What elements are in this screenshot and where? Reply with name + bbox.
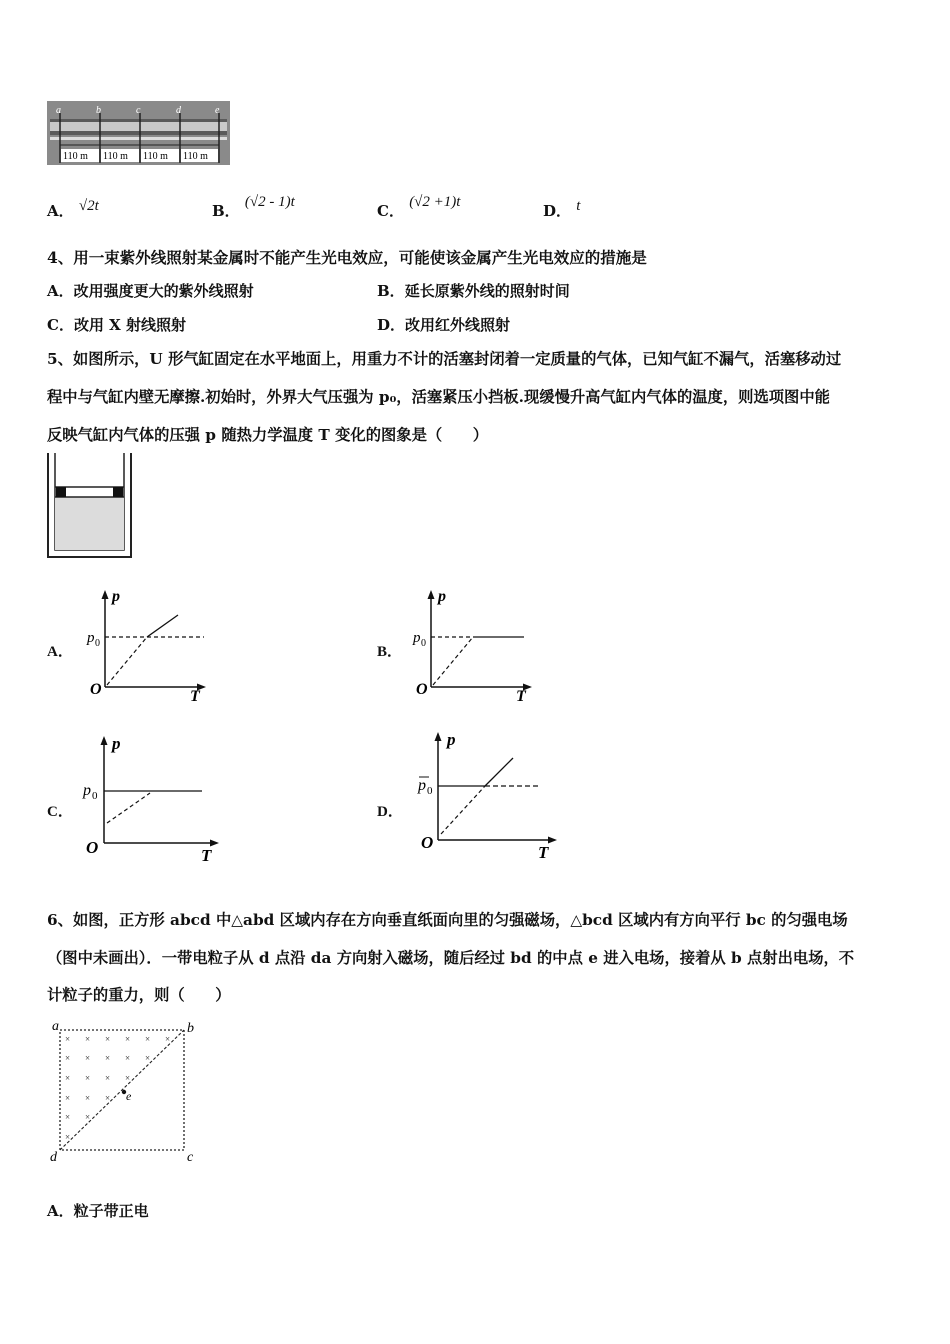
label-d: d <box>50 1150 57 1165</box>
svg-text:×: × <box>65 1053 71 1063</box>
axis-p0-sub: 0 <box>92 790 98 802</box>
option-text: 粒子带正电 <box>73 1202 149 1220</box>
svg-text:×: × <box>105 1093 111 1103</box>
svg-text:×: × <box>65 1112 71 1122</box>
svg-text:×: × <box>105 1053 111 1063</box>
axis-p0: p <box>87 630 95 646</box>
road-label-b: b <box>96 105 101 116</box>
axis-p0: p <box>418 777 426 794</box>
road-figure <box>47 101 230 165</box>
segment-label-2: 110 m <box>103 151 128 162</box>
road-label-d: d <box>176 105 181 116</box>
svg-text:×: × <box>165 1034 171 1044</box>
q4-option-d <box>377 314 510 335</box>
svg-text:×: × <box>85 1112 91 1122</box>
graph-b <box>410 587 540 705</box>
option-letter: A． <box>47 282 74 300</box>
axis-p0: p <box>83 782 91 799</box>
option-text: 延长原紫外线的照射时间 <box>404 282 570 300</box>
graph-a <box>84 587 214 705</box>
option-expression: t <box>576 198 581 214</box>
q5-option-a-letter: A． <box>47 644 73 660</box>
svg-text:×: × <box>105 1073 111 1083</box>
option-expression: √2t <box>78 198 99 214</box>
svg-text:×: × <box>145 1034 151 1044</box>
q4-option-c <box>47 314 186 335</box>
option-letter: C． <box>377 202 404 220</box>
option-letter: B． <box>212 202 240 220</box>
option-expression: (√2 +1)t <box>409 194 461 210</box>
axis-p0-sub: 0 <box>421 638 426 649</box>
option-text: 改用强度更大的紫外线照射 <box>73 282 254 300</box>
q4-option-a <box>47 280 254 301</box>
label-c: c <box>187 1150 194 1165</box>
q3-option-b <box>212 194 295 221</box>
option-expression: (√2 - 1)t <box>244 194 295 210</box>
axis-p0-sub: 0 <box>427 785 433 797</box>
option-letter: A． <box>47 1202 74 1220</box>
road-label-e: e <box>215 105 220 116</box>
q5-option-d-letter: D． <box>377 804 403 820</box>
q5-line-1: 5、如图所示，U 形气缸固定在水平地面上，用重力不计的活塞封闭着一定质量的气体，已知气缸不漏气，活塞移动过 <box>47 350 842 368</box>
svg-text:×: × <box>65 1093 71 1103</box>
svg-text:×: × <box>65 1073 71 1083</box>
road-label-c: c <box>136 105 141 116</box>
axis-p: p <box>438 588 446 605</box>
axis-p: p <box>447 730 456 749</box>
axis-T: T <box>190 688 200 705</box>
label-b: b <box>187 1021 194 1036</box>
svg-text:×: × <box>65 1034 71 1044</box>
q6-option-a <box>47 1200 149 1221</box>
svg-text:×: × <box>125 1053 131 1063</box>
segment-label-3: 110 m <box>143 151 168 162</box>
segment-label-1: 110 m <box>63 151 88 162</box>
svg-text:×: × <box>125 1073 131 1083</box>
axis-p: p <box>112 734 121 753</box>
option-text: 改用红外线照射 <box>405 316 511 334</box>
option-letter: A． <box>47 202 74 220</box>
q5-option-b-letter: B． <box>377 644 403 660</box>
svg-text:×: × <box>85 1093 91 1103</box>
road-label-a: a <box>56 105 61 116</box>
option-letter: C． <box>47 316 74 334</box>
q3-option-a <box>47 200 99 221</box>
q3-option-c <box>377 194 461 221</box>
segment-label-4: 110 m <box>183 151 208 162</box>
axis-origin: O <box>86 838 99 857</box>
svg-text:×: × <box>125 1034 131 1044</box>
cylinder-figure <box>45 453 135 559</box>
graph-c <box>80 733 225 867</box>
axis-T: T <box>538 843 549 862</box>
axis-p0-sub: 0 <box>95 638 100 649</box>
option-text: 改用 X 射线照射 <box>73 316 187 334</box>
option-letter: B． <box>377 282 405 300</box>
q5-option-c-letter: C． <box>47 804 73 820</box>
q4-stem: 4、用一束紫外线照射某金属时不能产生光电效应，可能使该金属产生光电效应的措施是 <box>47 248 647 267</box>
label-e: e <box>126 1089 132 1103</box>
q4-option-b <box>377 280 570 301</box>
axis-T: T <box>201 846 212 865</box>
q5-line-2: 程中与气缸内壁无摩擦.初始时，外界大气压强为 p₀，活塞紧压小挡板.现缓慢升高气缸内气体的温度，则选项图中能 <box>47 388 830 406</box>
svg-text:×: × <box>65 1132 71 1142</box>
option-letter: D． <box>543 202 572 220</box>
q5-line-3: 反映气缸内气体的压强 p 随热力学温度 T 变化的图象是（ ） <box>47 426 489 444</box>
q3-option-d <box>543 200 580 221</box>
axis-p0: p <box>413 630 421 646</box>
square-field-figure <box>44 1018 204 1168</box>
magnetic-field-crosses <box>65 1034 170 1142</box>
graph-d <box>413 728 563 864</box>
axis-p: p <box>112 588 120 605</box>
q6-line-2: （图中未画出）．一带电粒子从 d 点沿 da 方向射入磁场，随后经过 bd 的中点 e 进入电场，接着从 b 点射出电场，不 <box>47 949 855 967</box>
label-a: a <box>52 1019 59 1034</box>
svg-text:×: × <box>85 1034 91 1044</box>
q6-line-1: 6、如图，正方形 abcd 中△abd 区域内存在方向垂直纸面向里的匀强磁场，△bcd 区域内有方向平行 bc 的匀强电场 <box>47 911 848 929</box>
svg-text:×: × <box>85 1053 91 1063</box>
svg-text:×: × <box>105 1034 111 1044</box>
q6-line-3: 计粒子的重力，则（ ） <box>47 986 231 1004</box>
svg-text:×: × <box>85 1073 91 1083</box>
option-letter: D． <box>377 316 406 334</box>
axis-origin: O <box>90 681 102 698</box>
axis-origin: O <box>416 681 428 698</box>
axis-T: T <box>516 688 526 705</box>
svg-text:×: × <box>145 1053 151 1063</box>
axis-origin: O <box>421 833 434 852</box>
